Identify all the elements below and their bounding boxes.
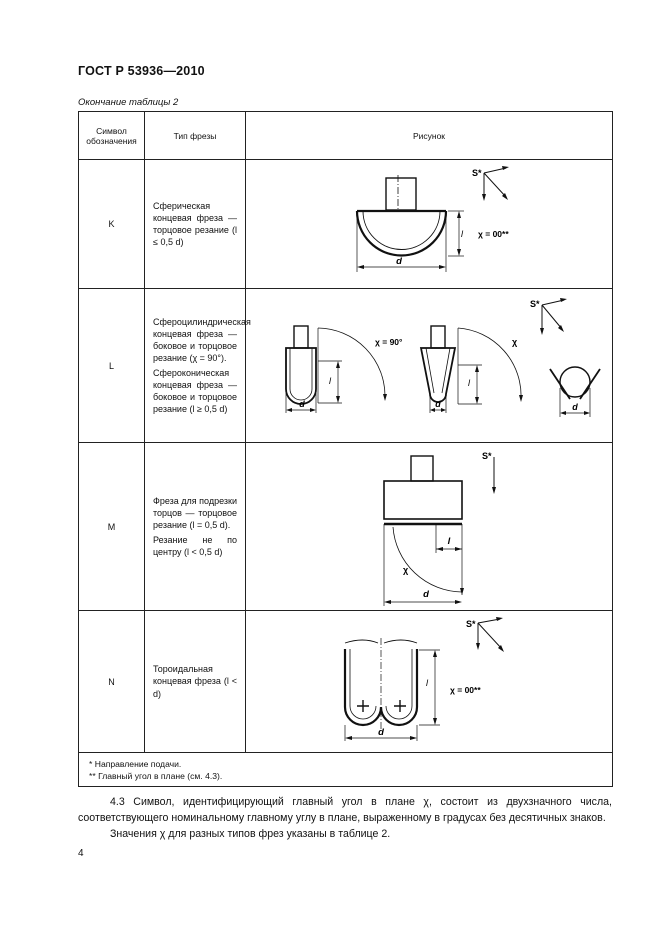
feed-direction-label: S* (530, 299, 540, 309)
type-text: Сферическая концевая фреза — торцовое резание (l ≤ 0,5 d) (153, 200, 237, 248)
footnote: * Направление подачи. (89, 759, 182, 769)
row-type (145, 160, 246, 289)
footnotes (79, 753, 613, 787)
type-text: Сфероцилиндрическая концевая фреза — боковое и торцовое резание (χ = 90°). (153, 316, 251, 364)
paragraph-values: Значения χ для разных типов фрез указаны в таблице 2. (110, 828, 391, 840)
table-row (79, 443, 613, 611)
type-text: Фреза для подрезки торцов — торцовое резание (l = 0,5 d). (153, 495, 238, 531)
figure-cell (246, 289, 613, 443)
table-caption: Окончание таблицы 2 (78, 97, 179, 108)
row-type (145, 443, 246, 611)
dim-d: d (423, 589, 429, 600)
table-row (79, 611, 613, 753)
dim-d: d (299, 399, 305, 409)
dim-d: d (396, 256, 402, 267)
face-milling-cutter-figure (246, 443, 613, 610)
type-text: Резание не по центру (l < 0,5 d) (153, 534, 237, 557)
dim-l: l (468, 378, 470, 388)
angle-label: χ (512, 337, 518, 347)
sphero-cylindrical-conical-figure (246, 289, 613, 442)
col-header-symbol: Символ обозначения (79, 112, 145, 160)
table-row (79, 289, 613, 443)
dim-l: l (426, 678, 428, 688)
row-type (145, 289, 251, 443)
col-header-figure: Рисунок (246, 112, 613, 160)
dim-l: l (447, 536, 451, 547)
toroidal-end-mill-figure (246, 611, 613, 752)
footnotes-row (79, 753, 613, 787)
figure-cell (246, 611, 613, 753)
row-type (145, 611, 246, 753)
dim-d: d (572, 402, 578, 412)
table-2 (78, 111, 613, 787)
col-header-type: Тип фрезы (145, 112, 246, 160)
dim-d: d (435, 399, 441, 409)
document-header: ГОСТ Р 53936—2010 (78, 64, 205, 78)
dim-l: l (329, 376, 331, 386)
row-symbol: M (79, 443, 145, 611)
table-row (79, 160, 613, 289)
angle-label: χ = 00** (450, 685, 481, 695)
figure-cell (246, 160, 613, 289)
row-symbol: K (79, 160, 145, 289)
page-number: 4 (78, 848, 84, 859)
spherical-end-mill-figure (246, 160, 613, 288)
angle-label: χ = 90° (375, 337, 403, 347)
row-symbol: N (79, 611, 145, 753)
dim-l: l (461, 229, 463, 239)
type-text: Сфероконическая концевая фреза — боковое и торцовое резание (l ≥ 0,5 d) (153, 367, 237, 415)
angle-label: χ (403, 565, 409, 575)
row-symbol: L (79, 289, 145, 443)
feed-direction-label: S* (466, 619, 476, 629)
paragraph-4-3: 4.3 Символ, идентифицирующий главный угол в плане χ, состоит из двухзначного числа, соответствующего номинальному главному углу в плане, выраженному в градусах без десятичных знаков. (78, 796, 612, 824)
feed-direction-label: S* (472, 168, 482, 178)
table-header-row (79, 112, 613, 160)
feed-direction-label: S* (482, 451, 492, 461)
angle-label: χ = 00** (478, 229, 509, 239)
footnote: ** Главный угол в плане (см. 4.3). (89, 771, 223, 781)
type-text: Тороидальная концевая фреза (l < d) (153, 664, 237, 699)
figure-cell (246, 443, 613, 611)
dim-d: d (378, 727, 384, 738)
